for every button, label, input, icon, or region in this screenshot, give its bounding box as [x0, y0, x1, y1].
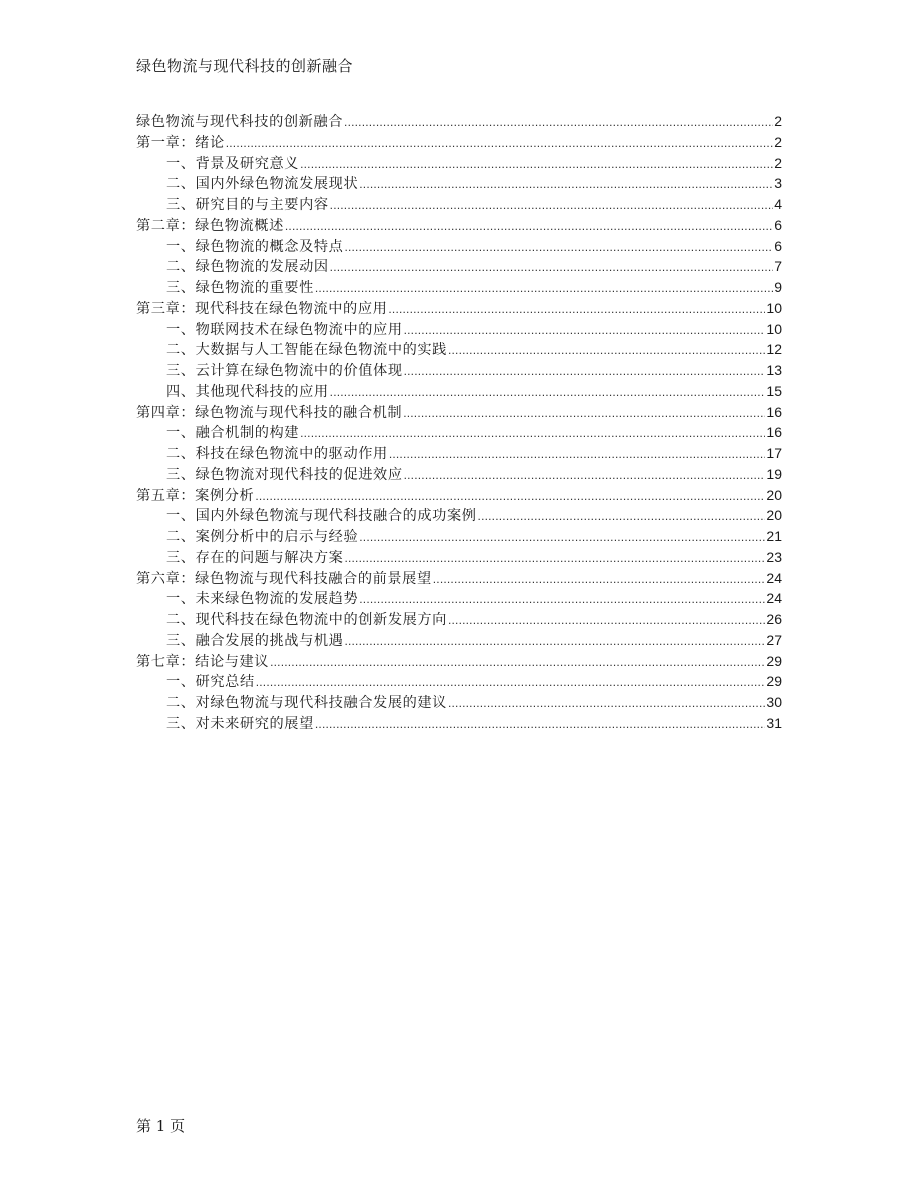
toc-dot-leader — [315, 714, 766, 735]
toc-entry-title: 三、融合发展的挑战与机遇 — [166, 632, 344, 649]
toc-entry-chapter[interactable] — [136, 568, 782, 589]
page-number-footer: 第 1 页 — [136, 1117, 186, 1135]
toc-entry-chapter[interactable] — [136, 298, 782, 319]
toc-dot-leader — [448, 693, 765, 714]
toc-entry-page-number: 9 — [774, 279, 782, 295]
toc-entry-page-number: 13 — [766, 362, 782, 378]
toc-entry-section[interactable] — [136, 173, 782, 194]
toc-dot-leader — [448, 340, 765, 361]
toc-entry-section[interactable] — [136, 319, 782, 340]
toc-entry-section[interactable] — [136, 713, 782, 734]
toc-entry-title: 三、云计算在绿色物流中的价值体现 — [166, 363, 403, 379]
toc-dot-leader — [330, 382, 766, 403]
toc-entry-section[interactable] — [136, 630, 782, 651]
toc-dot-leader — [285, 216, 773, 237]
toc-dot-leader — [300, 423, 765, 444]
toc-entry-chapter[interactable] — [136, 132, 782, 153]
toc-dot-leader — [448, 610, 765, 631]
toc-entry-section[interactable] — [136, 339, 782, 360]
toc-entry-title: 二、国内外绿色物流发展现状 — [166, 176, 359, 193]
toc-entry-title: 一、未来绿色物流的发展趋势 — [166, 591, 359, 608]
toc-entry-page-number: 6 — [774, 237, 782, 254]
toc-entry-page-number: 7 — [774, 258, 782, 275]
toc-entry-title: 二、大数据与人工智能在绿色物流中的实践 — [166, 342, 447, 359]
page-header-title: 绿色物流与现代科技的创新融合 — [136, 57, 354, 75]
toc-entry-page-number: 23 — [766, 548, 782, 565]
toc-entry-title: 四、其他现代科技的应用 — [166, 383, 329, 400]
toc-entry-page-number: 29 — [766, 652, 782, 669]
toc-entry-section[interactable] — [136, 277, 782, 298]
toc-dot-leader — [478, 506, 766, 527]
toc-entry-section[interactable] — [136, 443, 782, 464]
toc-dot-leader — [344, 631, 765, 652]
toc-entry-section[interactable] — [136, 526, 782, 547]
toc-entry-page-number: 15 — [766, 382, 782, 399]
toc-entry-page-number: 6 — [774, 216, 782, 233]
toc-entry-page-number: 24 — [766, 590, 782, 607]
toc-entry-chapter[interactable] — [136, 402, 782, 423]
toc-entry-title: 一、研究总结 — [166, 674, 255, 691]
toc-entry-section[interactable] — [136, 381, 782, 402]
toc-entry-chapter[interactable] — [136, 651, 782, 672]
toc-dot-leader — [344, 237, 773, 258]
toc-entry-page-number: 20 — [766, 486, 782, 503]
toc-entry-section[interactable] — [136, 194, 782, 215]
toc-entry-section[interactable] — [136, 505, 782, 526]
toc-dot-leader — [270, 652, 765, 673]
toc-entry-page-number: 30 — [766, 694, 782, 710]
toc-dot-leader — [404, 320, 766, 341]
toc-entry-page-number: 20 — [766, 507, 782, 524]
toc-entry-title: 二、绿色物流的发展动因 — [166, 259, 329, 276]
toc-entry-title: 第一章：绪论 — [136, 134, 225, 151]
toc-dot-leader — [389, 444, 766, 465]
toc-entry-section[interactable] — [136, 588, 782, 609]
toc-entry-title: 一、融合机制的构建 — [166, 425, 300, 442]
toc-entry-title: 二、案例分析中的启示与经验 — [166, 529, 359, 545]
toc-dot-leader — [403, 403, 765, 424]
toc-entry-section[interactable] — [136, 547, 782, 568]
toc-dot-leader — [359, 589, 765, 610]
toc-dot-leader — [315, 278, 773, 299]
table-of-contents — [136, 111, 782, 734]
toc-dot-leader — [404, 465, 766, 486]
toc-dot-leader — [226, 133, 773, 154]
toc-entry-title: 第六章：绿色物流与现代科技融合的前景展望 — [136, 570, 432, 587]
toc-dot-leader — [344, 548, 765, 569]
toc-entry-title: 一、国内外绿色物流与现代科技融合的成功案例 — [166, 508, 477, 525]
toc-dot-leader — [433, 569, 766, 590]
toc-entry-title: 第五章：案例分析 — [136, 487, 255, 504]
toc-entry-page-number: 3 — [774, 175, 782, 192]
toc-entry-page-number: 2 — [774, 133, 782, 150]
toc-entry-page-number: 2 — [774, 154, 782, 171]
toc-entry-title: 二、现代科技在绿色物流中的创新发展方向 — [166, 612, 447, 628]
toc-entry-section[interactable] — [136, 464, 782, 485]
toc-dot-leader — [359, 527, 765, 548]
toc-dot-leader — [388, 299, 765, 320]
toc-entry-title: 一、物联网技术在绿色物流中的应用 — [166, 321, 403, 338]
toc-entry-title: 三、绿色物流对现代科技的促进效应 — [166, 466, 403, 483]
toc-entry-section[interactable] — [136, 609, 782, 630]
toc-entry-chapter[interactable] — [136, 215, 782, 236]
toc-dot-leader — [330, 257, 774, 278]
toc-entry-section[interactable] — [136, 236, 782, 257]
toc-dot-leader — [330, 195, 774, 216]
toc-entry-section[interactable] — [136, 360, 782, 381]
toc-entry-page-number: 21 — [766, 528, 782, 544]
toc-dot-leader — [404, 361, 766, 382]
toc-entry-title: 第三章：现代科技在绿色物流中的应用 — [136, 300, 388, 317]
toc-entry-page-number: 31 — [766, 714, 782, 731]
toc-entry-page-number: 24 — [766, 569, 782, 586]
toc-entry-title: 绿色物流与现代科技的创新融合 — [136, 114, 344, 130]
toc-entry-page-number: 16 — [766, 424, 782, 441]
toc-entry-page-number: 12 — [766, 341, 782, 358]
toc-entry-page-number: 10 — [766, 299, 782, 316]
toc-entry-title: 第四章：绿色物流与现代科技的融合机制 — [136, 404, 403, 421]
toc-dot-leader — [359, 174, 773, 195]
toc-entry-title: 三、研究目的与主要内容 — [166, 197, 329, 213]
toc-entry-page-number: 4 — [774, 196, 782, 212]
toc-dot-leader — [300, 154, 773, 175]
toc-entry-title: 三、绿色物流的重要性 — [166, 280, 314, 296]
toc-entry-title: 二、科技在绿色物流中的驱动作用 — [166, 446, 388, 462]
toc-entry-page-number: 26 — [766, 611, 782, 627]
toc-entry-page-number: 27 — [766, 631, 782, 648]
toc-entry-chapter[interactable] — [136, 111, 782, 132]
toc-entry-title: 一、绿色物流的概念及特点 — [166, 238, 344, 255]
toc-entry-section[interactable] — [136, 256, 782, 277]
toc-entry-title: 第二章：绿色物流概述 — [136, 217, 284, 234]
toc-entry-title: 三、存在的问题与解决方案 — [166, 549, 344, 566]
toc-entry-title: 二、对绿色物流与现代科技融合发展的建议 — [166, 695, 447, 711]
toc-entry-chapter[interactable] — [136, 485, 782, 506]
toc-entry-section[interactable] — [136, 692, 782, 713]
toc-dot-leader — [344, 112, 773, 133]
toc-entry-page-number: 2 — [774, 113, 782, 129]
toc-entry-section[interactable] — [136, 671, 782, 692]
toc-entry-page-number: 19 — [766, 465, 782, 482]
toc-entry-section[interactable] — [136, 422, 782, 443]
toc-entry-page-number: 16 — [766, 403, 782, 420]
toc-entry-section[interactable] — [136, 153, 782, 174]
toc-dot-leader — [255, 486, 765, 507]
toc-entry-title: 一、背景及研究意义 — [166, 155, 300, 172]
toc-entry-title: 第七章：结论与建议 — [136, 653, 270, 670]
toc-entry-page-number: 10 — [766, 320, 782, 337]
toc-dot-leader — [256, 672, 766, 693]
toc-entry-page-number: 17 — [766, 445, 782, 461]
toc-entry-title: 三、对未来研究的展望 — [166, 715, 314, 732]
toc-entry-page-number: 29 — [766, 673, 782, 690]
